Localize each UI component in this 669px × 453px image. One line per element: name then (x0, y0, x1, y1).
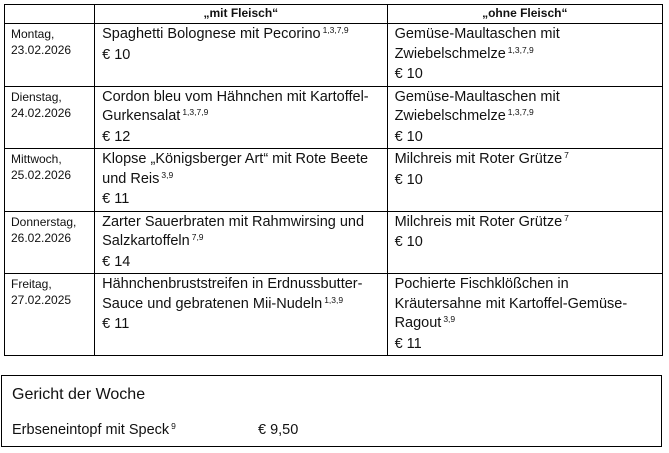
meat-dish-cell (95, 86, 387, 149)
dish-name: Pochierte Fischklößchen in Kräutersahne mit Kartoffel-Gemüse-Ragout (394, 276, 628, 331)
dish-name: Cordon bleu vom Hähnchen mit Kartoffel-Gurkensalat (102, 88, 369, 124)
dish-name: Milchreis mit Roter Grütze (394, 151, 563, 167)
dish-of-the-week-title: Gericht der Woche (12, 386, 146, 403)
day-name: Montag, (11, 27, 55, 41)
dish-price: € 11 (102, 316, 130, 332)
dish-price: € 10 (394, 128, 423, 145)
day-name: Dienstag, (11, 89, 62, 104)
day-cell (5, 149, 95, 212)
dish-price: € 10 (394, 171, 423, 188)
table-row (5, 211, 663, 274)
day-date: 26.02.2026 (11, 230, 72, 245)
dish-price: € 11 (102, 191, 130, 207)
allergen-codes: 1,3,7,9 (507, 107, 534, 117)
header-day (5, 5, 95, 24)
dish-price: € 12 (102, 128, 131, 145)
dish-name: Gemüse-Maultaschen mit Zwiebelschmelze (394, 88, 560, 124)
dish-price: € 14 (102, 253, 131, 270)
day-date: 27.02.2025 (11, 293, 72, 307)
day-name: Donnerstag, (11, 214, 77, 229)
day-name: Freitag, (11, 277, 52, 291)
header-row (5, 5, 663, 24)
allergen-codes: 1,3,7,9 (322, 25, 349, 35)
dish-name: Milchreis mit Roter Grütze (394, 213, 563, 230)
veg-dish-cell (387, 149, 662, 212)
allergen-codes: 3,9 (443, 314, 456, 324)
dish-name: Klopse „Königsberger Art“ mit Rote Beete und Reis (102, 151, 369, 187)
allergen-codes: 7 (564, 150, 569, 160)
dish-name: Hähnchenbruststreifen in Erdnussbutter-Sauce und gebratenen Mii-Nudeln (102, 276, 363, 312)
dish-name: Zarter Sauerbraten mit Rahmwirsing und Salzkartoffeln (102, 213, 365, 249)
meat-dish-cell (95, 211, 387, 274)
table-row (5, 274, 663, 356)
veg-dish-cell (387, 86, 662, 149)
day-cell (5, 274, 95, 356)
header-meat: „mit Fleisch“ (95, 5, 387, 24)
dish-name: Gemüse-Maultaschen mit Zwiebelschmelze (394, 26, 560, 62)
allergen-codes: 1,3,9 (324, 294, 344, 305)
table-row (5, 149, 663, 212)
veg-dish-cell (387, 274, 662, 356)
dish-of-the-week-allergens: 9 (171, 421, 176, 431)
header-veg: „ohne Fleisch“ (387, 5, 662, 24)
veg-dish-cell (387, 211, 662, 274)
dish-of-the-week-name (12, 422, 176, 438)
day-date: 25.02.2026 (11, 168, 72, 182)
day-cell (5, 211, 95, 274)
day-date: 24.02.2026 (11, 105, 72, 120)
dish-price: € 10 (394, 66, 423, 82)
allergen-codes: 7,9 (191, 232, 204, 242)
dish-price: € 11 (394, 335, 422, 352)
day-name: Mittwoch, (11, 152, 62, 166)
day-cell (5, 24, 95, 87)
meat-dish-cell (95, 24, 387, 87)
dish-name: Spaghetti Bolognese mit Pecorino (102, 26, 321, 42)
allergen-codes: 1,3,7,9 (182, 107, 209, 117)
day-cell (5, 86, 95, 149)
dish-price: € 10 (102, 46, 131, 63)
dish-of-the-week-price: € 9,50 (258, 422, 299, 438)
dish-of-the-week-text: Erbseneintopf mit Speck (12, 422, 170, 438)
day-date: 23.02.2026 (11, 43, 72, 57)
dish-of-the-week-box (1, 375, 662, 447)
meat-dish-cell (95, 274, 387, 356)
allergen-codes: 7 (564, 212, 569, 223)
table-row (5, 24, 663, 87)
allergen-codes: 1,3,7,9 (507, 44, 534, 55)
table-row (5, 86, 663, 149)
menu-table (4, 4, 663, 356)
dish-price: € 10 (394, 234, 423, 250)
allergen-codes: 3,9 (161, 169, 174, 180)
meat-dish-cell (95, 149, 387, 212)
veg-dish-cell (387, 24, 662, 87)
